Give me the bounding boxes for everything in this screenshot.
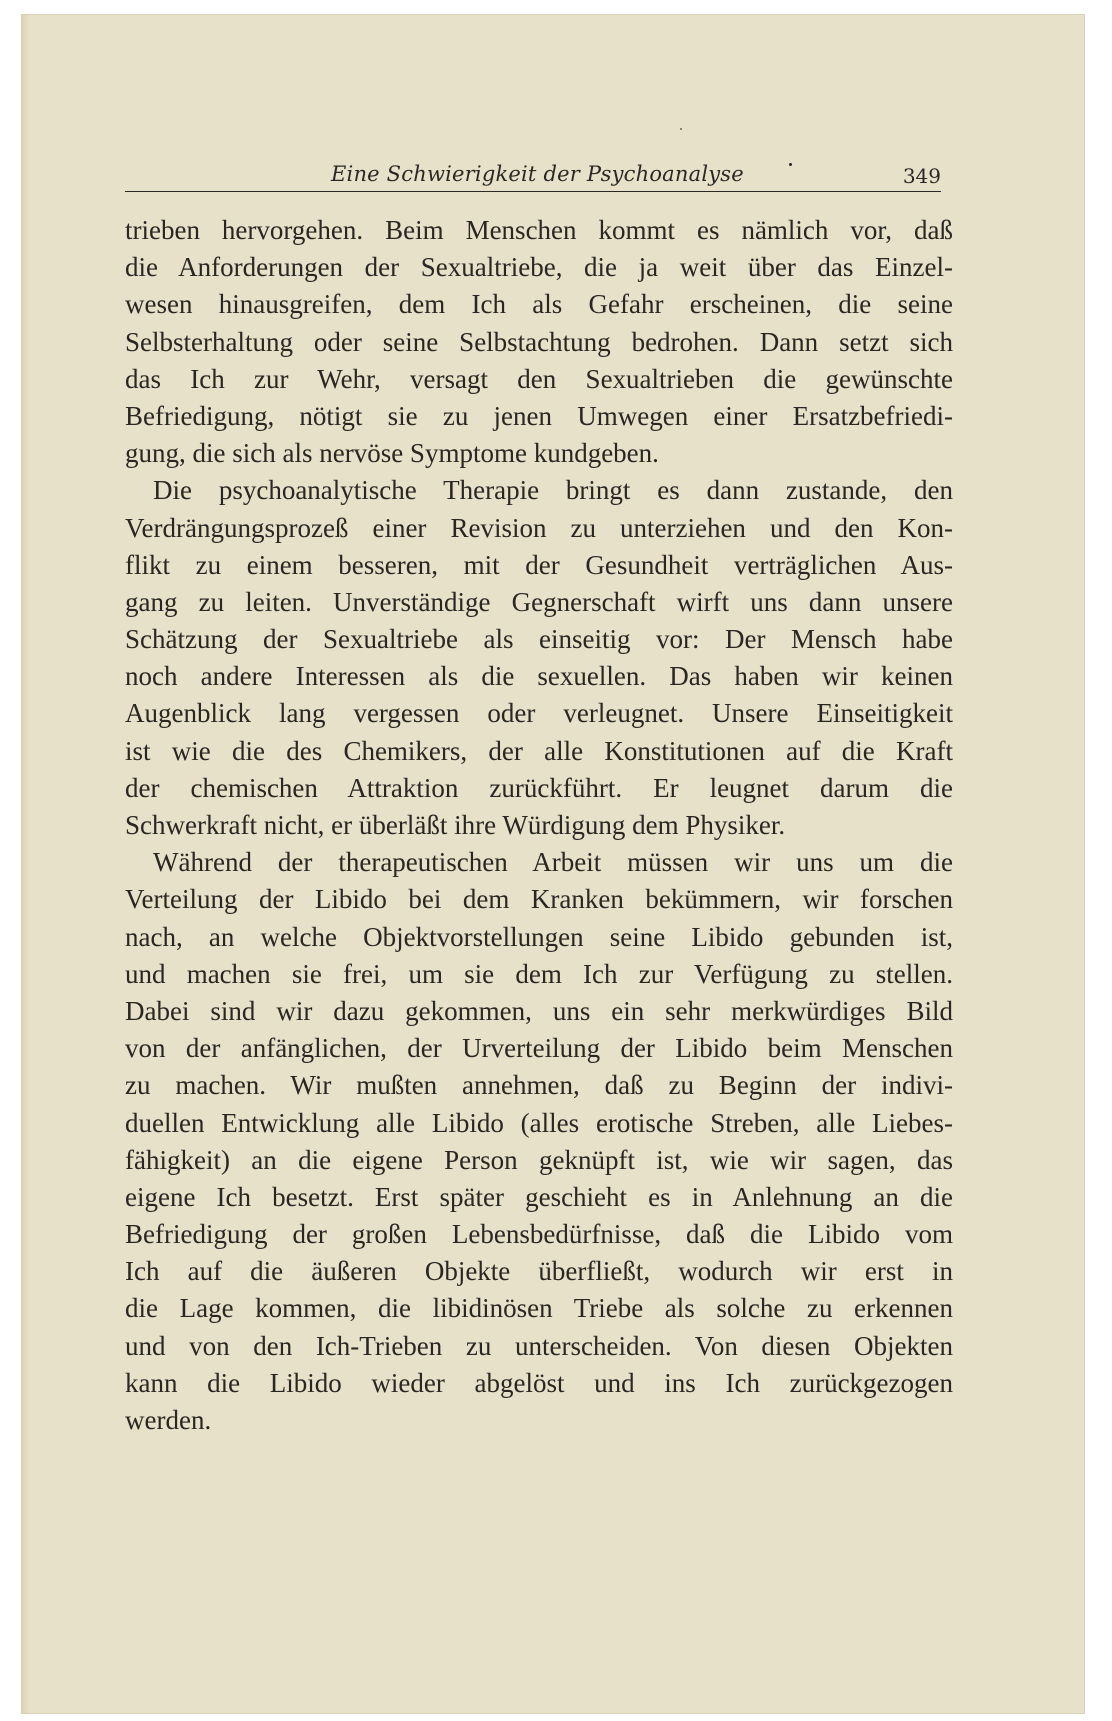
text-line: Selbsterhaltung oder seine Selbstachtung bedrohen. Dann setzt sich	[125, 326, 953, 357]
text-line: fähigkeit) an die eigene Person geknüpft ist, wie wir sagen, das	[125, 1144, 953, 1175]
text-line: Befriedigung der großen Lebensbedürfnisse, daß die Libido vom	[125, 1219, 953, 1250]
page-number: 349	[902, 164, 941, 188]
text-line: Schätzung der Sexualtriebe als einseitig vor: Der Mensch habe	[125, 624, 953, 655]
paragraph-3	[125, 844, 953, 1439]
text-line: kann die Libido wieder abgelöst und ins Ich zurückgezogen	[125, 1367, 953, 1398]
text-line: von der anfänglichen, der Urverteilung der Libido beim Menschen	[125, 1033, 953, 1064]
page-header	[125, 155, 941, 192]
text-line: der chemischen Attraktion zurückführt. Er leugnet darum die	[125, 772, 953, 803]
text-line: flikt zu einem besseren, mit der Gesundheit verträglichen Aus-	[125, 549, 953, 580]
text-line: Während der therapeutischen Arbeit müssen wir uns um die	[153, 847, 953, 878]
text-line: ist wie die des Chemikers, der alle Konstitutionen auf die Kraft	[125, 735, 953, 766]
text-line: Ich auf die äußeren Objekte überfließt, wodurch wir erst in	[125, 1256, 953, 1287]
running-title: Eine Schwierigkeit der Psychoanalyse	[331, 162, 744, 186]
text-line: zu machen. Wir mußten annehmen, daß zu Beginn der indivi-	[125, 1070, 953, 1101]
text-line: gang zu leiten. Unverständige Gegnerschaft wirft uns dann unsere	[125, 586, 953, 617]
text-line: werden.	[125, 1405, 212, 1435]
paper-speck	[680, 128, 682, 130]
text-line: eigene Ich besetzt. Erst später geschieht es in Anlehnung an die	[125, 1181, 953, 1212]
text-line: Schwerkraft nicht, er überläßt ihre Würdigung dem Physiker.	[125, 810, 786, 840]
text-line: Die psychoanalytische Therapie bringt es dann zustande, den	[153, 475, 953, 506]
text-line: Verteilung der Libido bei dem Kranken bekümmern, wir forschen	[125, 884, 953, 915]
text-line: Dabei sind wir dazu gekommen, uns ein sehr merkwürdiges Bild	[125, 995, 953, 1026]
body-text	[125, 212, 953, 1439]
text-line: und von den Ich-Trieben zu unterscheiden. Von diesen Objekten	[125, 1330, 953, 1361]
text-line: gung, die sich als nervöse Symptome kundgeben.	[125, 438, 659, 469]
text-line: noch andere Interessen als die sexuellen. Das haben wir keinen	[125, 661, 953, 692]
paragraph-2	[125, 472, 953, 844]
book-page	[21, 14, 1085, 1714]
text-line: duellen Entwicklung alle Libido (alles erotische Streben, alle Liebes-	[125, 1107, 953, 1138]
text-line: Verdrängungsprozeß einer Revision zu unterziehen und den Kon-	[125, 512, 953, 543]
text-line: trieben hervorgehen. Beim Menschen kommt es nämlich vor, daß	[125, 215, 953, 245]
text-line: wesen hinausgreifen, dem Ich als Gefahr erscheinen, die seine	[125, 289, 953, 320]
paragraph-1	[125, 212, 953, 472]
text-line: Augenblick lang vergessen oder verleugnet. Unsere Einseitigkeit	[125, 698, 953, 729]
text-line: und machen sie frei, um sie dem Ich zur Verfügung zu stellen.	[125, 958, 953, 989]
page-edge-shadow	[21, 14, 29, 1714]
header-dot	[789, 163, 792, 166]
text-line: nach, an welche Objektvorstellungen seine Libido gebunden ist,	[125, 921, 953, 952]
text-line: die Anforderungen der Sexualtriebe, die ja weit über das Einzel-	[125, 252, 953, 283]
text-line: Befriedigung, nötigt sie zu jenen Umwegen einer Ersatzbefriedi-	[125, 400, 953, 431]
text-line: das Ich zur Wehr, versagt den Sexualtrieben die gewünschte	[125, 363, 953, 394]
text-line: die Lage kommen, die libidinösen Triebe als solche zu erkennen	[125, 1293, 953, 1324]
